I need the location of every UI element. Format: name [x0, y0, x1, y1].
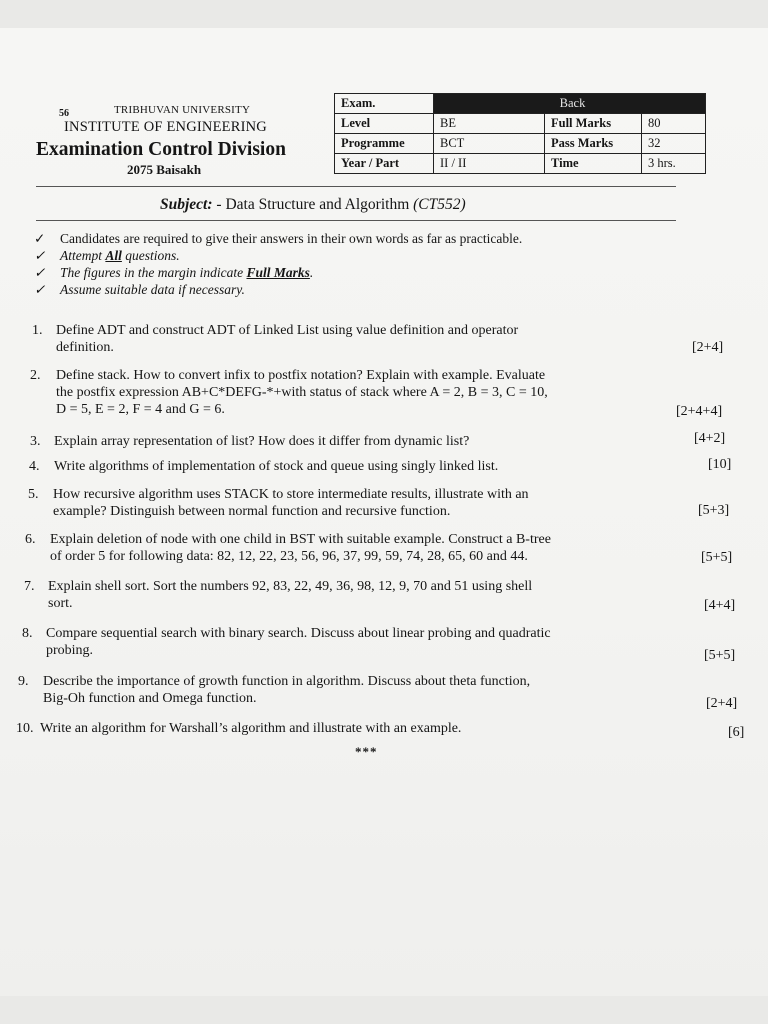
instruction-emphasis: Full Marks: [246, 265, 310, 280]
question-marks: [4+4]: [704, 598, 736, 613]
question-text-line: the postfix expression AB+C*DEFG-*+with status of stack where A = 2, B = 3, C = 10,: [56, 385, 548, 400]
question-text-line: Define ADT and construct ADT of Linked List using value definition and operator: [56, 323, 519, 338]
instruction-text: Attempt: [60, 248, 106, 263]
instruction-item: [34, 247, 522, 264]
instruction-text: Assume suitable data if necessary.: [60, 282, 245, 297]
question-number: 1.: [32, 323, 43, 338]
question-number: 4.: [29, 459, 40, 474]
exam-info-table: [334, 93, 706, 174]
question-marks: [2+4]: [692, 340, 724, 355]
question-marks: [2+4+4]: [676, 404, 723, 419]
paper-code: 56: [59, 108, 69, 119]
full-marks-value: 80: [642, 114, 706, 134]
question-text-line: definition.: [56, 340, 114, 355]
question-text-line: Explain shell sort. Sort the numbers 92, 83, 22, 49, 36, 98, 12, 9, 70 and 51 using shell: [48, 579, 533, 594]
question-text-line: Write algorithms of implementation of stock and queue using singly linked list.: [54, 459, 499, 474]
question-marks: [4+2]: [694, 431, 726, 446]
subject-label: Subject:: [160, 196, 213, 213]
question-marks: [5+3]: [698, 503, 730, 518]
question-text-line: Define stack. How to convert infix to postfix notation? Explain with example. Evaluate: [56, 368, 546, 383]
divider-top: [36, 186, 676, 187]
exam-label: Exam.: [335, 94, 434, 114]
instruction-emphasis: All: [105, 248, 122, 263]
question-text-line: Explain array representation of list? How does it differ from dynamic list?: [54, 434, 470, 449]
university-name: TRIBHUVAN UNIVERSITY: [114, 104, 251, 116]
question-text-line: Compare sequential search with binary search. Discuss about linear probing and quadratic: [46, 626, 551, 641]
end-marker: ***: [355, 744, 378, 759]
instructions: [34, 230, 522, 298]
exam-session: 2075 Baisakh: [127, 162, 202, 177]
programme-value: BCT: [434, 134, 545, 154]
question-number: 6.: [25, 532, 36, 547]
pass-marks-label: Pass Marks: [545, 134, 642, 154]
check-icon: ✓: [34, 248, 46, 263]
full-marks-label: Full Marks: [545, 114, 642, 134]
programme-label: Programme: [335, 134, 434, 154]
instruction-item: [34, 281, 522, 298]
question-number: 10.: [16, 721, 34, 736]
question-text-line: Write an algorithm for Warshall’s algorithm and illustrate with an example.: [40, 721, 462, 736]
time-label: Time: [545, 154, 642, 174]
instruction-text: Candidates are required to give their answers in their own words as far as practicable.: [60, 231, 523, 246]
instruction-item: [34, 230, 522, 247]
question-number: 9.: [18, 674, 29, 689]
year-part-label: Year / Part: [335, 154, 434, 174]
question-text-line: probing.: [46, 643, 94, 658]
exam-type-value: Back: [434, 94, 706, 114]
time-value: 3 hrs.: [642, 154, 706, 174]
level-value: BE: [434, 114, 545, 134]
question-marks: [5+5]: [701, 550, 733, 565]
check-icon: ✓: [34, 265, 46, 280]
instruction-item: [34, 264, 522, 281]
subject-code: (CT552): [413, 196, 466, 213]
question-number: 5.: [28, 487, 39, 502]
question-number: 8.: [22, 626, 33, 641]
division-title: Examination Control Division: [36, 139, 286, 160]
question-marks: [2+4]: [706, 696, 738, 711]
question-text-line: Explain deletion of node with one child in BST with suitable example. Construct a B-tree: [50, 532, 551, 547]
question-text-line: example? Distinguish between normal function and recursive function.: [53, 504, 451, 519]
question-marks: [5+5]: [704, 648, 736, 663]
level-label: Level: [335, 114, 434, 134]
divider-bottom: [36, 220, 676, 221]
instruction-text: questions.: [121, 248, 180, 263]
year-part-value: II / II: [434, 154, 545, 174]
instruction-text: The figures in the margin indicate: [60, 265, 247, 280]
subject-line: [160, 196, 466, 214]
question-text-line: Describe the importance of growth function in algorithm. Discuss about theta function,: [43, 674, 531, 689]
check-icon: ✓: [34, 231, 46, 246]
question-marks: [6]: [728, 725, 745, 740]
question-marks: [10]: [708, 457, 732, 472]
question-text-line: sort.: [48, 596, 73, 611]
question-text-line: Big-Oh function and Omega function.: [43, 691, 257, 706]
question-number: 7.: [24, 579, 35, 594]
instruction-text: .: [309, 265, 314, 280]
institute-name: INSTITUTE OF ENGINEERING: [64, 119, 267, 135]
subject-name: - Data Structure and Algorithm: [216, 196, 410, 213]
question-text-line: D = 5, E = 2, F = 4 and G = 6.: [56, 402, 225, 417]
pass-marks-value: 32: [642, 134, 706, 154]
question-number: 2.: [30, 368, 41, 383]
question-text-line: How recursive algorithm uses STACK to store intermediate results, illustrate with an: [53, 487, 529, 502]
question-number: 3.: [30, 434, 41, 449]
check-icon: ✓: [34, 282, 46, 297]
question-text-line: of order 5 for following data: 82, 12, 22, 23, 56, 96, 37, 99, 59, 74, 28, 65, 60 and 44.: [50, 549, 528, 564]
